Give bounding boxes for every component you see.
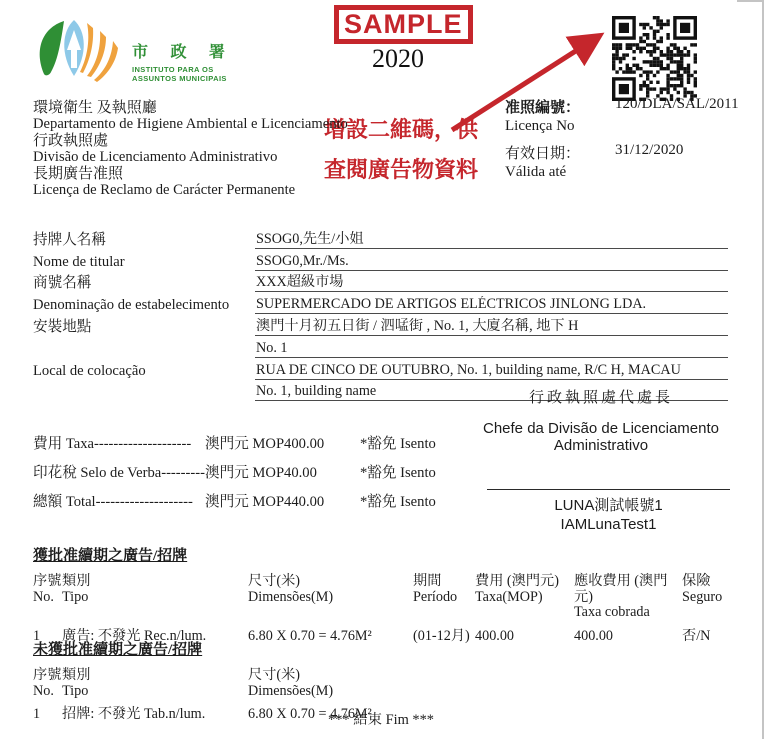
col-header: Dimensões(M)	[248, 682, 334, 699]
form-value: 澳門十月初五日街 / 泗𠵼街 , No. 1, 大廈名稱, 地下 H	[255, 318, 728, 336]
form-label: 商號名稱	[33, 275, 92, 292]
col-header: 類別	[62, 667, 91, 683]
form-label: Denominação de estabelecimento	[33, 297, 230, 314]
cell-insurance: 否/N	[682, 627, 711, 644]
dept-line-pt-3: Licença de Reclamo de Carácter Permanente	[33, 182, 296, 199]
form-row	[33, 271, 728, 293]
license-number-label-pt: Licença No	[505, 118, 575, 134]
form-label: 安裝地點	[33, 318, 92, 335]
fee-exempt: *豁免 Isento	[360, 436, 436, 452]
officer-title-block	[437, 386, 765, 454]
col-header: 應收費用 (澳門元)	[574, 573, 668, 605]
page-right-border	[762, 0, 764, 739]
col-header: No.	[33, 588, 54, 605]
license-info	[505, 96, 739, 181]
cell-dimensions: 6.80 X 0.70 = 4.76M²	[248, 627, 372, 644]
col-header: 尺寸(米)	[248, 667, 301, 683]
form-value: RUA DE CINCO DE OUTUBRO, No. 1, building name, R/C H, MACAU	[255, 362, 728, 380]
signature-line	[487, 489, 730, 490]
form-value: XXX超級市場	[255, 274, 728, 292]
table-renewed-title: 獲批准續期之廣告/招牌	[33, 548, 188, 564]
fee-label: 印花稅 Selo de Verba---------	[33, 465, 205, 481]
fee-label: 總額 Total--------------------	[33, 494, 193, 510]
fee-amount: 澳門元 MOP400.00	[205, 436, 325, 452]
document-footer: *** 結束 Fim ***	[328, 712, 434, 728]
table-renewed-ads	[33, 544, 742, 644]
dept-line-pt-2: Divisão de Licenciamento Administrativo	[33, 149, 278, 166]
col-header: Tipo	[62, 682, 89, 699]
fee-block	[33, 428, 483, 515]
signature-name-en: IAMLunaTest1	[560, 516, 657, 533]
dept-line-zh-3: 長期廣告准照	[33, 165, 124, 182]
col-header: 費用 (澳門元)	[475, 573, 559, 589]
form-row	[33, 336, 728, 358]
form-value: SSOG0,Mr./Ms.	[255, 253, 728, 271]
col-header: Tipo	[62, 588, 89, 605]
valid-date-value: 31/12/2020	[615, 142, 684, 158]
form-row	[33, 292, 728, 314]
cell-dimensions: 6.80 X 0.70 = 4.76M²	[248, 706, 372, 722]
cell-no: 1	[33, 627, 41, 644]
form-value: No. 1, building name	[255, 383, 728, 401]
fee-exempt: *豁免 Isento	[360, 465, 436, 481]
cell-type: 招牌: 不發光 Tab.n/lum.	[62, 706, 206, 722]
form-row	[33, 314, 728, 336]
form-row	[33, 227, 728, 249]
logo-subtitle-line2: ASSUNTOS MUNICIPAIS	[132, 73, 227, 83]
cell-period: (01-12月)	[413, 627, 470, 644]
fee-amount: 澳門元 MOP40.00	[205, 465, 317, 481]
form-row	[33, 358, 728, 380]
dept-line-zh-2: 行政執照處	[33, 132, 109, 149]
form-value: SUPERMERCADO DE ARTIGOS ELÉCTRICOS JINLONG LDA.	[255, 296, 728, 314]
form-value: No. 1	[255, 340, 728, 358]
form-value: SSOG0,先生/小姐	[255, 231, 728, 249]
col-header: Seguro	[682, 588, 723, 605]
col-header: 保險	[682, 573, 711, 589]
col-header: Dimensões(M)	[248, 588, 334, 605]
col-header: 序號	[33, 667, 62, 683]
license-number-value: 120/DLA/SAL/2011	[615, 96, 739, 112]
license-number-label-zh: 准照編號：	[505, 100, 581, 116]
cell-type: 廣告: 不發光 Rec.n/lum.	[62, 627, 207, 644]
form-label: Nome de titular	[33, 253, 125, 270]
qr-annotation-line2: 查閱廣告物資料	[324, 157, 479, 182]
dept-line-zh-1: 環境衛生 及執照廳	[33, 100, 157, 116]
table-not-renewed-header-row	[33, 668, 448, 699]
cell-no: 1	[33, 706, 41, 722]
fee-row	[33, 486, 483, 515]
form-fields	[33, 227, 728, 401]
officer-title-pt: Chefe da Divisão de Licenciamento Administrativo	[483, 420, 719, 454]
dept-line-pt-1: Departamento de Higiene Ambiental e Licenciamento	[33, 116, 348, 133]
form-row	[33, 249, 728, 271]
col-header: 期間	[413, 573, 442, 589]
fee-exempt: *豁免 Isento	[360, 494, 436, 510]
col-header: 類別	[62, 573, 91, 589]
col-header: 尺寸(米)	[248, 573, 301, 589]
cell-charged: 400.00	[574, 627, 614, 644]
officer-title-zh: 行政執照處代處長	[528, 389, 673, 406]
fee-row	[33, 457, 483, 486]
col-header: 序號	[33, 573, 62, 589]
col-header: Período	[413, 588, 458, 605]
signature-name-zh: LUNA測試帳號1	[554, 497, 663, 514]
table-not-renewed-title: 未獲批准續期之廣告/招牌	[33, 642, 203, 658]
page-top-border	[737, 0, 764, 2]
col-header: Taxa cobrada	[574, 604, 650, 620]
table-renewed-header-row	[33, 574, 742, 621]
iam-logo	[28, 14, 234, 93]
logo-title-zh: 市 政 署	[132, 43, 234, 61]
fee-amount: 澳門元 MOP440.00	[205, 494, 325, 510]
qr-code-icon	[612, 16, 700, 102]
fee-row	[33, 428, 483, 457]
valid-date-label-zh: 有效日期：	[505, 146, 581, 162]
qr-annotation-line1: 增設二維碼，供	[324, 117, 479, 142]
fee-label: 費用 Taxa--------------------	[33, 436, 192, 452]
cell-fee: 400.00	[475, 627, 515, 644]
valid-date-label-pt: Válida até	[505, 164, 567, 180]
col-header: Taxa(MOP)	[475, 588, 543, 605]
form-label: 持牌人名稱	[33, 231, 106, 248]
sample-stamp-year: 2020	[372, 44, 424, 73]
department-block	[33, 100, 348, 198]
sample-stamp-label: SAMPLE	[334, 5, 473, 44]
iam-lotus-icon	[28, 14, 122, 93]
logo-subtitle-line1: INSTITUTO PARA OS	[132, 64, 214, 74]
signature-block	[487, 489, 730, 534]
form-label: Local de colocação	[33, 362, 146, 379]
col-header: No.	[33, 682, 54, 699]
